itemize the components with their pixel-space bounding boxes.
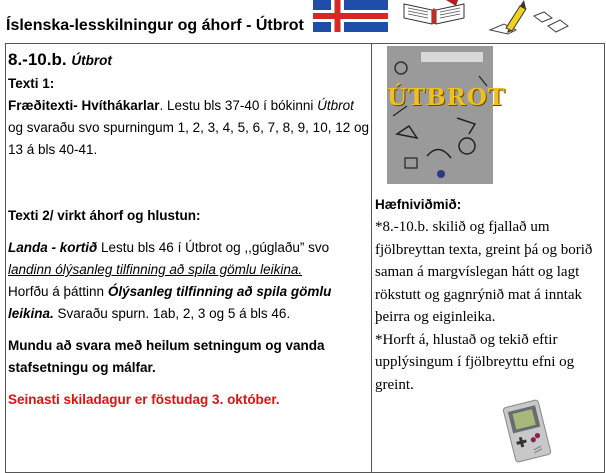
reminder-text: Mundu að svara með heilum setningum og vanda stafsetningu og málfar. [8, 338, 325, 375]
landa-search-link[interactable]: landinn ólýsanleg tilfinning að spila gömlu leikina. [8, 262, 303, 277]
cover-decoration [387, 46, 506, 184]
landa-body-a: Lestu bls 46 í Útbrot og ,,gúglaðu” svo [97, 240, 330, 255]
skill-1: *8.-10.b. skilið og fjallað um fjölbreyttan texta, greint þá og borið saman á margvíslegan hátt og lagt rökstutt og gagnrýnið mat á inntak þeirra og eiginleika. [375, 219, 593, 325]
grade-heading [8, 48, 371, 73]
text1-book: Útbrot [317, 98, 354, 113]
page-header [0, 0, 606, 44]
page-title: Íslenska-lesskilningur og áhorf - Útbrot [6, 17, 304, 34]
landa-body-c: Svaraðu spurn. 1ab, 2, 3 og 5 á bls 46. [53, 306, 291, 321]
pencil-drawing-icon [486, 0, 570, 34]
skills-label: Hæfniviðmið: [375, 197, 462, 212]
assignment-table [5, 43, 605, 473]
text1-body-a: . Lestu bls 37-40 í bókinni [159, 98, 318, 113]
assignment-column [6, 44, 371, 411]
text1-body-b: og svaraðu svo spurningum 1, 2, 3, 4, 5, 6, 7, 8, 9, 10, 12 og 13 á bls 40-41. [8, 120, 369, 157]
cover-title: ÚTBROT [387, 84, 506, 111]
open-book-icon [402, 0, 466, 24]
text2-paragraph [8, 237, 371, 325]
gameboy-icon [499, 399, 555, 463]
book-name: Útbrot [71, 53, 112, 68]
book-cover-image [387, 46, 506, 184]
text2-label: Texti 2/ virkt áhorf og hlustun: [8, 208, 201, 223]
grade-label: 8.-10.b. [8, 50, 67, 69]
column-divider [371, 44, 372, 472]
text1-label: Texti 1: [8, 76, 55, 91]
landa-title: Landa - kortið [8, 240, 98, 255]
deadline-text: Seinasti skiladagur er föstudag 3. október. [8, 392, 280, 407]
iceland-flag-icon [313, 0, 388, 32]
landa-body-b: Horfðu á þáttinn [8, 284, 108, 299]
text1-title: Fræðitexti- Hvíthákarlar [8, 98, 160, 113]
skills-block [373, 194, 605, 396]
landa-show: Ólýsanleg tilfinning að spila gömlu leikina. [8, 284, 332, 321]
text1-paragraph [8, 95, 371, 161]
skill-2: *Horft á, hlustað og tekið eftir upplýsingum í fjölbreyttu efni og greint. [375, 331, 575, 393]
